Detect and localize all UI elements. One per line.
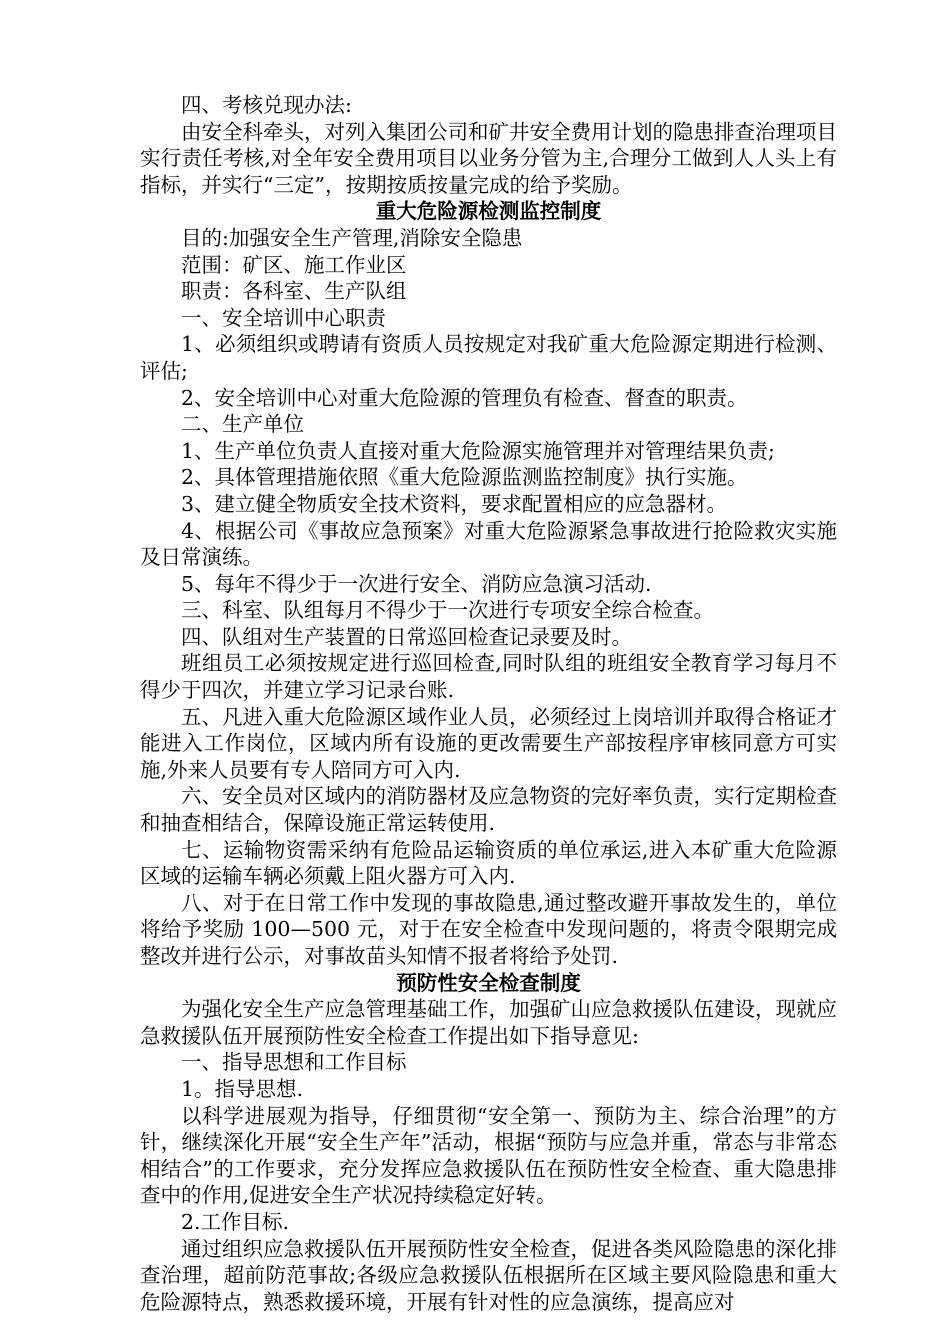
section-heading-training-center: 一、安全培训中心职责 — [181, 305, 386, 330]
list-item: 5、每年不得少于一次进行安全、消防应急演习活动. — [181, 571, 652, 596]
paragraph-scope: 范围：矿区、施工作业区 — [181, 252, 407, 277]
list-item: 2、安全培训中心对重大危险源的管理负有检查、督查的职责。 — [181, 385, 748, 410]
section-item-reward: 八、对于在日常工作中发现的事故隐患,通过整改避开事故发生的，单位将给予奖励 100—500 元，对于在安全检查中发现问题的，将责令限期完成整改并进行公示，对事故苗头知情不报者将给予处罚. — [140, 890, 837, 968]
title-hazard-monitoring: 重大危险源检测监控制度 — [375, 199, 602, 224]
section-item-transport: 七、运输物资需采纳有危险品运输资质的单位承运,进入本矿重大危险源区域的运输车辆必须戴上阻火器方可入内. — [140, 837, 837, 889]
title-preventive-inspection: 预防性安全检查制度 — [396, 970, 581, 995]
paragraph-work-goal: 通过组织应急救援队伍开展预防性安全检查，促进各类风险隐患的深化排查治理，超前防范事故;各级应急救援队伍根据所在区域主要风险隐患和重大危险源特点，熟悉救援环境，开展有针对性的应急演练，提高应对 — [140, 1236, 837, 1314]
paragraph-intro: 为强化安全生产应急管理基础工作，加强矿山应急救援队伍建设，现就应急救援队伍开展预防性安全检查工作提出如下指导意见: — [140, 997, 837, 1048]
section-heading-assessment: 四、考核兑现办法: — [181, 93, 352, 117]
list-item: 4、根据公司《事故应急预案》对重大危险源紧急事故进行抢险救灾实施及日常演练。 — [140, 518, 837, 570]
list-item: 1、必须组织或聘请有资质人员按规定对我矿重大危险源定期进行检测、评估; — [140, 332, 837, 383]
paragraph-purpose: 目的:加强安全生产管理,消除安全隐患 — [181, 225, 523, 250]
paragraph-patrol: 班组员工必须按规定进行巡回检查,同时队组的班组安全教育学习每月不得少于四次，并建立学习记录台账. — [140, 651, 837, 703]
section-heading-guiding-thought: 一、指导思想和工作目标 — [181, 1050, 407, 1075]
list-item: 1、生产单位负责人直接对重大危险源实施管理并对管理结果负责; — [181, 438, 775, 463]
paragraph-duties: 职责：各科室、生产队组 — [181, 279, 407, 304]
section-item-patrol-record: 四、队组对生产装置的日常巡回检查记录要及时。 — [181, 624, 632, 649]
subheading-guiding-thought: 1。指导思想. — [181, 1076, 304, 1101]
section-heading-production-unit: 二、生产单位 — [181, 412, 304, 437]
section-item-personnel: 五、凡进入重大危险源区域作业人员，必须经过上岗培训并取得合格证才能进入工作岗位，区域内所有设施的更改需要生产部按程序审核同意方可实施,外来人员要有专人陪同方可入内. — [140, 704, 837, 782]
paragraph-assessment-body: 由安全科牵头，对列入集团公司和矿井安全费用计划的隐患排查治理项目实行责任考核,对全年安全费用项目以业务分管为主,合理分工做到人人头上有指标，并实行“三定”，按期按质按量完成的给予奖励。 — [140, 119, 837, 197]
list-item: 3、建立健全物质安全技术资料，要求配置相应的应急器材。 — [181, 491, 728, 516]
list-item: 2、具体管理措施依照《重大危险源监测监控制度》执行实施。 — [181, 465, 748, 490]
section-item-safety-officer: 六、安全员对区域内的消防器材及应急物资的完好率负责，实行定期检查和抽查相结合，保障设施正常运转使用. — [140, 784, 837, 836]
document-page — [140, 92, 837, 1315]
subheading-work-goal: 2.工作目标. — [181, 1209, 290, 1234]
section-item-monthly-check: 三、科室、队组每月不得少于一次进行专项安全综合检查。 — [181, 598, 714, 623]
paragraph-guiding-thought: 以科学进展观为指导，仔细贯彻“安全第一、预防为主、综合治理”的方针，继续深化开展“安全生产年”活动，根据“预防与应急并重，常态与非常态相结合”的工作要求，充分发挥应急救援队伍在预防性安全检查、重大隐患排查中的作用,促进安全生产状况持续稳定好转。 — [140, 1103, 837, 1208]
